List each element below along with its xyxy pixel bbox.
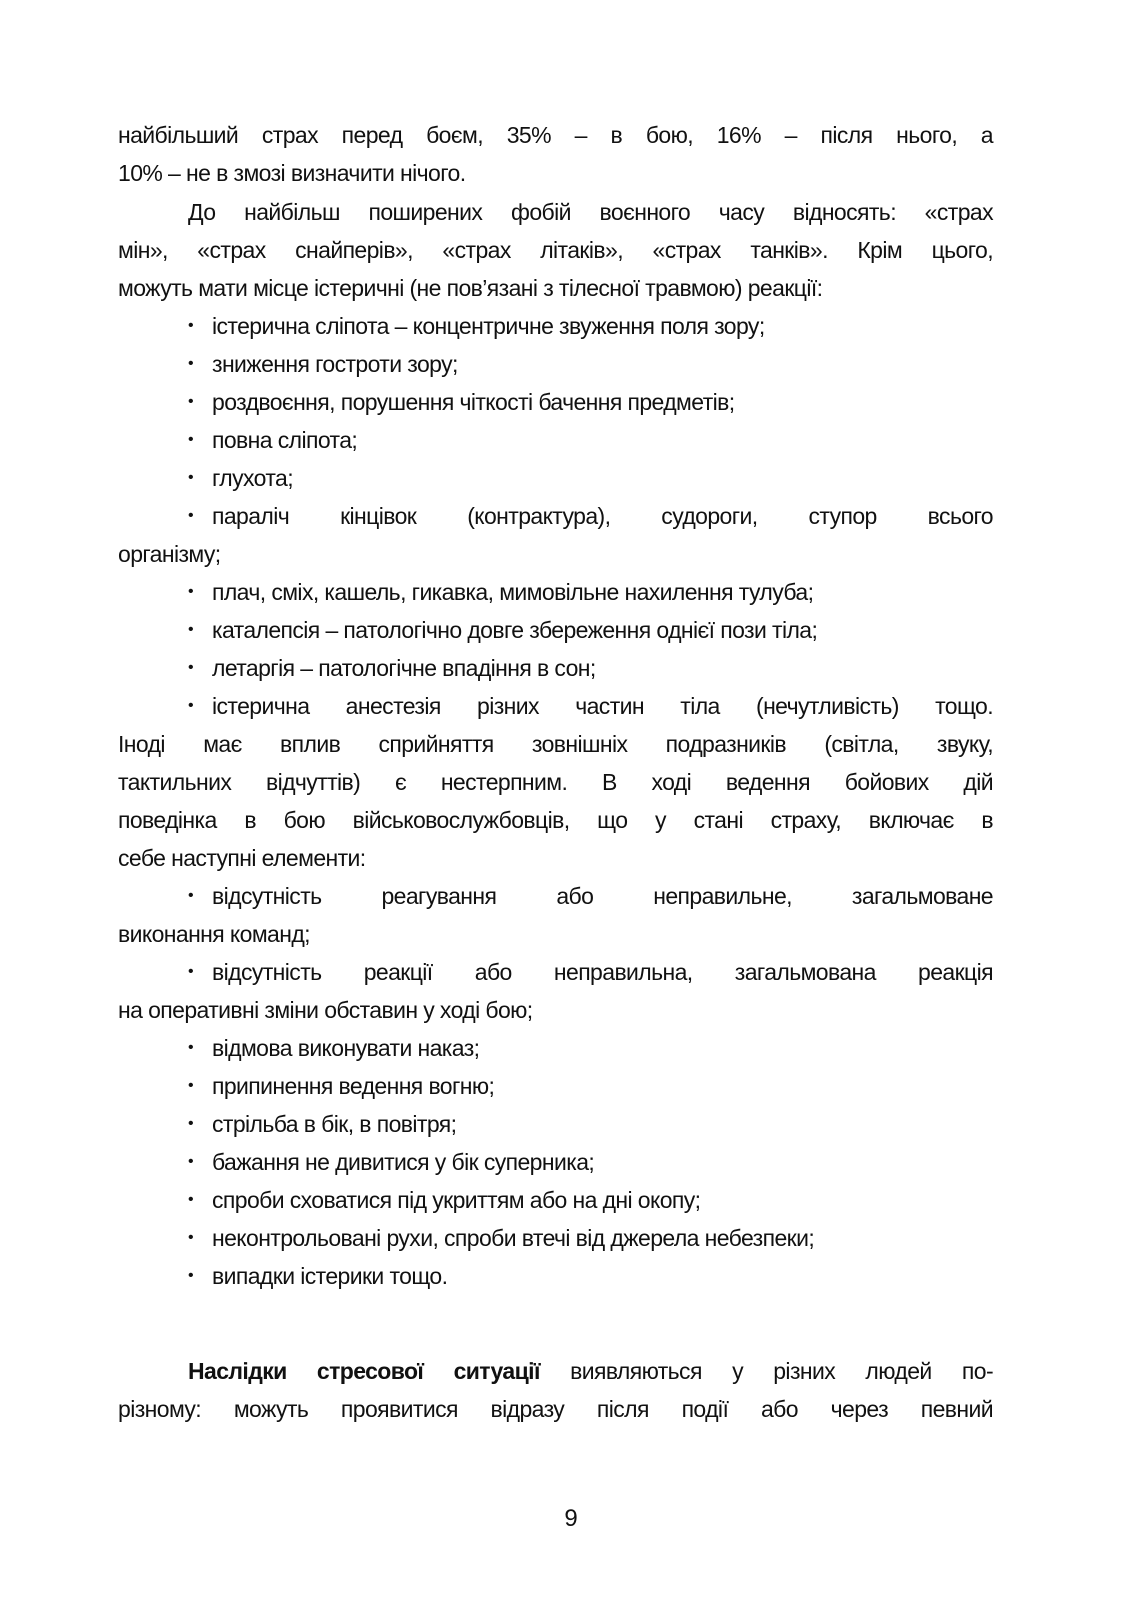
list-item: • відсутність реагування або неправильне, загальмоване bbox=[188, 877, 993, 915]
paragraph-line: організму; bbox=[118, 541, 221, 567]
list-item: • відмова виконувати наказ; bbox=[188, 1029, 993, 1067]
paragraph-line: на оперативні зміни обставин у ході бою; bbox=[118, 997, 533, 1023]
paragraph-line: До найбільш поширених фобій воєнного часу відносять: «страх bbox=[188, 199, 993, 225]
list-item: • істерична анестезія різних частин тіла (нечутливість) тощо. bbox=[188, 687, 993, 725]
section-lead-line: Наслідки стресової ситуації виявляються у різних людей по- bbox=[188, 1358, 994, 1384]
bullet-icon: • bbox=[188, 696, 194, 714]
section-heading-inline: Наслідки стресової ситуації bbox=[188, 1358, 540, 1384]
bullet-icon: • bbox=[188, 1228, 194, 1246]
paragraph-line: виконання команд; bbox=[118, 921, 310, 947]
paragraph-line: Іноді має вплив сприйняття зовнішніх подразників (світла, звуку, bbox=[118, 731, 993, 757]
bullet-icon: • bbox=[188, 1038, 194, 1056]
paragraph-line: 10% – не в змозі визначити нічого. bbox=[118, 160, 466, 186]
bullet-icon: • bbox=[188, 962, 194, 980]
bullet-icon: • bbox=[188, 886, 194, 904]
list-item: • роздвоєння, порушення чіткості бачення предметів; bbox=[188, 383, 993, 421]
list-item: • плач, сміх, кашель, гикавка, мимовільне нахилення тулуба; bbox=[188, 573, 993, 611]
list-item: • припинення ведення вогню; bbox=[188, 1067, 993, 1105]
paragraph-line: можуть мати місце істеричні (не пов’язані з тілесної травмою) реакції: bbox=[118, 275, 823, 301]
bullet-icon: • bbox=[188, 392, 194, 410]
bullet-icon: • bbox=[188, 1266, 194, 1284]
list-item: • спроби сховатися під укриттям або на дні окопу; bbox=[188, 1181, 993, 1219]
paragraph-line: мін», «страх снайперів», «страх літаків», «страх танків». Крім цього, bbox=[118, 237, 993, 263]
bullet-icon: • bbox=[188, 658, 194, 676]
list-item: • неконтрольовані рухи, спроби втечі від джерела небезпеки; bbox=[188, 1219, 993, 1257]
list-item: • параліч кінцівок (контрактура), судороги, ступор всього bbox=[188, 497, 993, 535]
list-item: • летаргія – патологічне впадіння в сон; bbox=[188, 649, 993, 687]
bullet-icon: • bbox=[188, 1152, 194, 1170]
bullet-icon: • bbox=[188, 620, 194, 638]
paragraph-line: різному: можуть проявитися відразу після події або через певний bbox=[118, 1396, 993, 1422]
list-item: • бажання не дивитися у бік суперника; bbox=[188, 1143, 993, 1181]
bullet-icon: • bbox=[188, 1114, 194, 1132]
bullet-icon: • bbox=[188, 1076, 194, 1094]
list-item: • глухота; bbox=[188, 459, 993, 497]
page-number: 9 bbox=[564, 1505, 578, 1532]
paragraph-line: поведінка в бою військовослужбовців, що у стані страху, включає в bbox=[118, 807, 993, 833]
bullet-icon: • bbox=[188, 582, 194, 600]
paragraph-line: тактильних відчуттів) є нестерпним. В ході ведення бойових дій bbox=[118, 769, 993, 795]
list-item: • повна сліпота; bbox=[188, 421, 993, 459]
bullet-icon: • bbox=[188, 354, 194, 372]
list-item: • істерична сліпота – концентричне звуження поля зору; bbox=[188, 307, 993, 345]
paragraph-line: себе наступні елементи: bbox=[118, 845, 366, 871]
bullet-icon: • bbox=[188, 468, 194, 486]
list-item: • каталепсія – патологічно довге збереження однієї пози тіла; bbox=[188, 611, 993, 649]
list-item: • зниження гостроти зору; bbox=[188, 345, 993, 383]
list-item: • випадки істерики тощо. bbox=[188, 1257, 993, 1295]
paragraph-line: найбільший страх перед боєм, 35% – в бою, 16% – після нього, а bbox=[118, 122, 993, 148]
list-item: • стрільба в бік, в повітря; bbox=[188, 1105, 993, 1143]
bullet-icon: • bbox=[188, 506, 194, 524]
bullet-icon: • bbox=[188, 316, 194, 334]
bullet-icon: • bbox=[188, 1190, 194, 1208]
bullet-icon: • bbox=[188, 430, 194, 448]
list-item: • відсутність реакції або неправильна, загальмована реакція bbox=[188, 953, 993, 991]
